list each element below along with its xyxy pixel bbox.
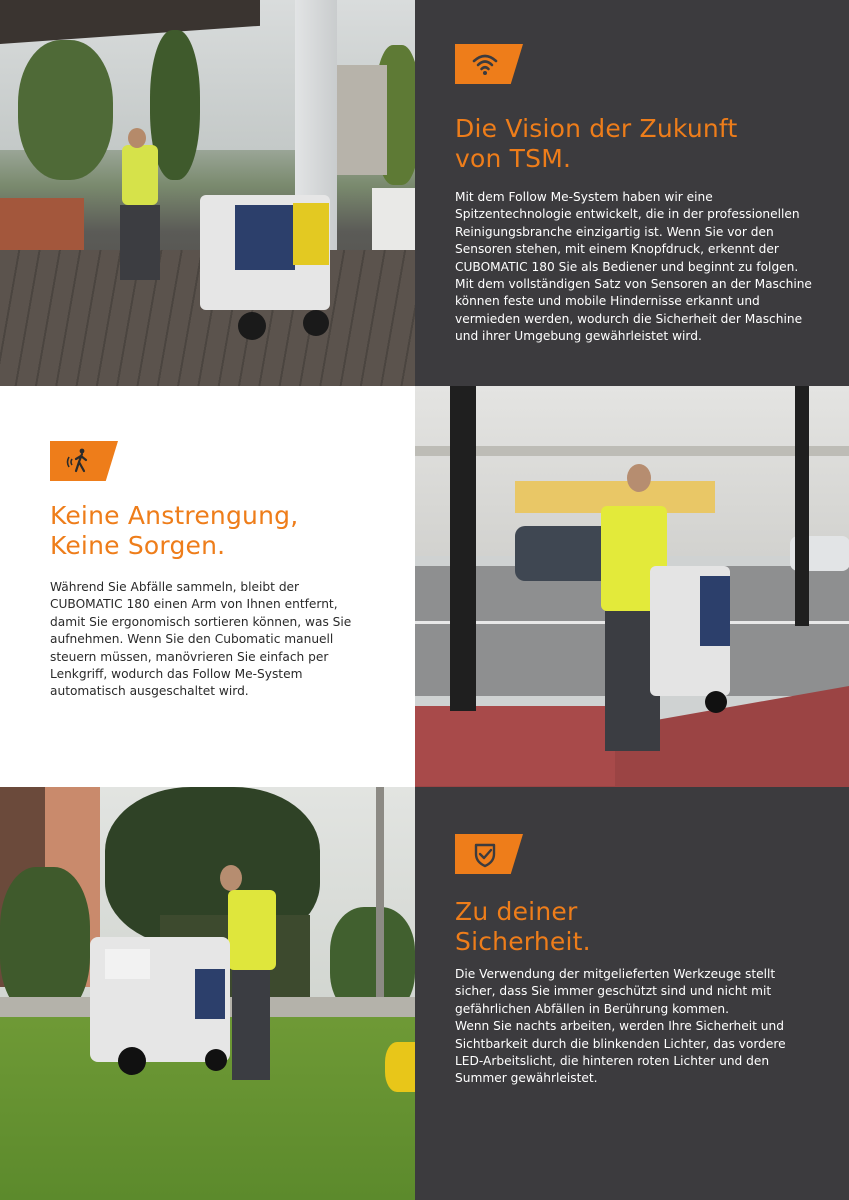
section-vision <box>415 0 849 386</box>
effort-heading-line2: Keine Sorgen. <box>50 531 226 560</box>
photo-worker-on-deck <box>0 0 415 386</box>
vision-heading-line2: von TSM. <box>455 144 572 173</box>
photo-worker-street <box>415 386 849 787</box>
effort-badge <box>50 441 118 481</box>
safety-heading <box>455 897 835 957</box>
safety-heading-line2: Sicherheit. <box>455 927 591 956</box>
safety-badge <box>455 834 523 874</box>
effort-heading <box>50 501 410 561</box>
vision-heading <box>455 114 835 174</box>
safety-heading-line1: Zu deiner <box>455 897 578 926</box>
vision-heading-line1: Die Vision der Zukunft <box>455 114 738 143</box>
safety-paragraph-1: Die Verwendung der mitgelieferten Werkzeuge stellt sicher, dass Sie immer geschützt sind und nicht mit gefährlichen Abfällen in Berührung kommen. <box>455 967 776 1016</box>
wifi-icon <box>471 50 499 78</box>
safety-text <box>455 966 805 1088</box>
effort-paragraph: Während Sie Abfälle sammeln, bleibt der CUBOMATIC 180 einen Arm von Ihnen entfernt, damit Sie ergonomisch sortieren können, was Sie aufnehmen. Wenn Sie den Cubomatic manuell steuern müssen, manövrieren Sie einfach per Lenkgriff, wodurch das Follow Me-System automatisch ausgeschaltet wird. <box>50 580 352 699</box>
shield-check-icon <box>471 840 499 868</box>
walking-person-sensor-icon <box>66 447 94 475</box>
vision-paragraph: Mit dem Follow Me-System haben wir eine Spitzentechnologie entwickelt, die in der professionellen Reinigungsbranche einzigartig ist. Wenn Sie vor den Sensoren stehen, mit einem Knopfdruck, erkennt der CUBOMATIC 180 Sie als Bediener und beginnt zu folgen. Mit dem vollständigen Satz von Sensoren an der Maschine können feste und mobile Hindernisse erkannt und vermieden werden, wodurch die Sicherheit der Maschine und ihrer Umgebung gewährleistet wird. <box>455 190 812 344</box>
section-effort <box>0 386 415 787</box>
section-safety <box>415 787 849 1200</box>
safety-paragraph-2: Wenn Sie nachts arbeiten, werden Ihre Sicherheit und Sichtbarkeit durch die blinkenden Lichter, das vordere LED-Arbeitslicht, die hinteren roten Lichter und den Summer gewährleistet. <box>455 1019 786 1086</box>
effort-heading-line1: Keine Anstrengung, <box>50 501 299 530</box>
photo-worker-grass <box>0 787 415 1200</box>
vision-badge <box>455 44 523 84</box>
